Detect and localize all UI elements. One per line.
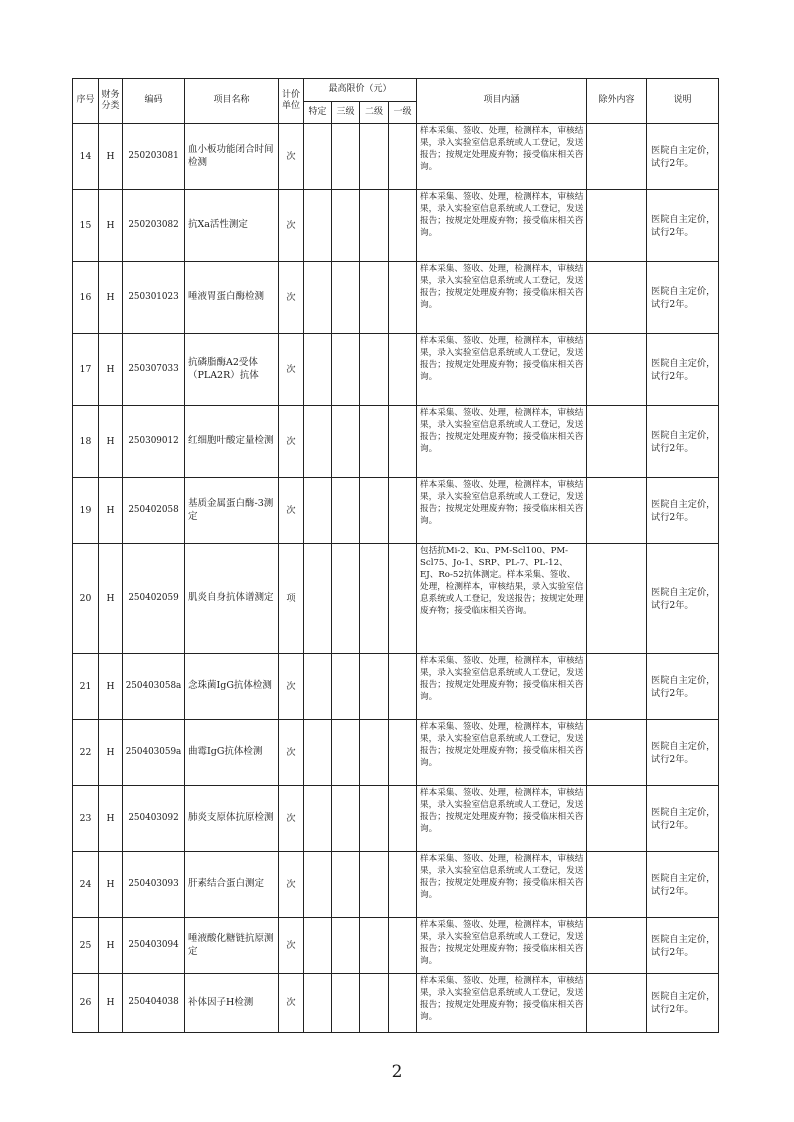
cell-unit: 次 — [279, 262, 304, 334]
cell-code: 250402059 — [123, 544, 185, 654]
cell-name: 肌炎自身抗体谱测定 — [185, 544, 279, 654]
cell-price-level-3 — [332, 852, 360, 918]
cell-price-level-2 — [360, 478, 389, 544]
table-row — [73, 190, 719, 262]
header-excluded: 除外内容 — [587, 79, 647, 124]
cell-code: 250403093 — [123, 852, 185, 918]
cell-code: 250404038 — [123, 974, 185, 1033]
cell-category: H — [99, 478, 123, 544]
cell-excluded — [587, 124, 647, 190]
cell-code: 250309012 — [123, 406, 185, 478]
cell-price-level-1 — [389, 262, 417, 334]
cell-name: 唾液胃蛋白酶检测 — [185, 262, 279, 334]
price-table — [72, 78, 719, 1033]
cell-price-special — [304, 190, 332, 262]
cell-seq: 22 — [73, 720, 99, 786]
table-body — [73, 124, 719, 1033]
table-row — [73, 974, 719, 1033]
cell-price-level-3 — [332, 190, 360, 262]
cell-price-level-1 — [389, 786, 417, 852]
cell-excluded — [587, 544, 647, 654]
cell-seq: 15 — [73, 190, 99, 262]
table-row — [73, 262, 719, 334]
cell-seq: 25 — [73, 918, 99, 974]
cell-price-level-2 — [360, 654, 389, 720]
table-row — [73, 918, 719, 974]
cell-unit: 次 — [279, 654, 304, 720]
cell-price-level-1 — [389, 720, 417, 786]
cell-excluded — [587, 786, 647, 852]
table-row — [73, 124, 719, 190]
cell-name: 血小板功能闭合时间检测 — [185, 124, 279, 190]
header-name: 项目名称 — [185, 79, 279, 124]
header-level-2: 二级 — [360, 102, 389, 124]
cell-price-level-3 — [332, 334, 360, 406]
cell-note: 医院自主定价，试行2年。 — [647, 190, 719, 262]
cell-note: 医院自主定价，试行2年。 — [647, 918, 719, 974]
table-row — [73, 544, 719, 654]
header-level-1: 一级 — [389, 102, 417, 124]
cell-content: 样本采集、签收、处理，检测样本，审核结果，录入实验室信息系统或人工登记，发送报告；按规定处理废弃物；接受临床相关咨询。 — [417, 786, 587, 852]
cell-note: 医院自主定价，试行2年。 — [647, 124, 719, 190]
cell-price-special — [304, 654, 332, 720]
cell-price-level-1 — [389, 124, 417, 190]
cell-unit: 次 — [279, 406, 304, 478]
cell-category: H — [99, 918, 123, 974]
cell-note: 医院自主定价，试行2年。 — [647, 852, 719, 918]
cell-code: 250402058 — [123, 478, 185, 544]
cell-price-special — [304, 262, 332, 334]
cell-unit: 次 — [279, 786, 304, 852]
cell-content: 样本采集、签收、处理，检测样本，审核结果，录入实验室信息系统或人工登记，发送报告；按规定处理废弃物；接受临床相关咨询。 — [417, 190, 587, 262]
cell-price-level-2 — [360, 406, 389, 478]
cell-price-level-3 — [332, 406, 360, 478]
cell-price-level-2 — [360, 974, 389, 1033]
cell-name: 唾液酸化糖链抗原测定 — [185, 918, 279, 974]
cell-content: 样本采集、签收、处理，检测样本，审核结果，录入实验室信息系统或人工登记，发送报告；按规定处理废弃物；接受临床相关咨询。 — [417, 334, 587, 406]
cell-excluded — [587, 918, 647, 974]
cell-code: 250203081 — [123, 124, 185, 190]
cell-price-level-3 — [332, 544, 360, 654]
cell-note: 医院自主定价，试行2年。 — [647, 262, 719, 334]
cell-seq: 23 — [73, 786, 99, 852]
cell-excluded — [587, 334, 647, 406]
cell-price-special — [304, 974, 332, 1033]
table-row — [73, 852, 719, 918]
cell-seq: 14 — [73, 124, 99, 190]
cell-code: 250307033 — [123, 334, 185, 406]
cell-content: 样本采集、签收、处理，检测样本，审核结果，录入实验室信息系统或人工登记，发送报告；按规定处理废弃物；接受临床相关咨询。 — [417, 918, 587, 974]
table-row — [73, 654, 719, 720]
cell-price-level-1 — [389, 478, 417, 544]
cell-category: H — [99, 974, 123, 1033]
header-level-special: 特定 — [304, 102, 332, 124]
cell-seq: 19 — [73, 478, 99, 544]
cell-price-level-3 — [332, 262, 360, 334]
cell-content: 样本采集、签收、处理，检测样本，审核结果，录入实验室信息系统或人工登记，发送报告；按规定处理废弃物；接受临床相关咨询。 — [417, 406, 587, 478]
cell-category: H — [99, 720, 123, 786]
cell-name: 曲霉IgG抗体检测 — [185, 720, 279, 786]
header-note: 说明 — [647, 79, 719, 124]
cell-price-level-1 — [389, 974, 417, 1033]
cell-note: 医院自主定价，试行2年。 — [647, 974, 719, 1033]
cell-code: 250301023 — [123, 262, 185, 334]
cell-unit: 次 — [279, 124, 304, 190]
cell-price-level-1 — [389, 190, 417, 262]
cell-category: H — [99, 544, 123, 654]
cell-note: 医院自主定价，试行2年。 — [647, 544, 719, 654]
cell-unit: 次 — [279, 720, 304, 786]
cell-price-special — [304, 544, 332, 654]
cell-excluded — [587, 852, 647, 918]
header-content: 项目内涵 — [417, 79, 587, 124]
cell-excluded — [587, 720, 647, 786]
cell-price-special — [304, 852, 332, 918]
cell-category: H — [99, 654, 123, 720]
cell-price-special — [304, 720, 332, 786]
cell-excluded — [587, 190, 647, 262]
cell-seq: 16 — [73, 262, 99, 334]
table-header — [73, 79, 719, 124]
cell-price-level-2 — [360, 852, 389, 918]
table-row — [73, 334, 719, 406]
cell-price-special — [304, 124, 332, 190]
cell-code: 250403058a — [123, 654, 185, 720]
cell-unit: 次 — [279, 918, 304, 974]
header-code: 编码 — [123, 79, 185, 124]
cell-price-level-3 — [332, 918, 360, 974]
cell-price-level-2 — [360, 262, 389, 334]
cell-excluded — [587, 654, 647, 720]
cell-price-special — [304, 918, 332, 974]
cell-price-level-2 — [360, 190, 389, 262]
cell-price-level-3 — [332, 786, 360, 852]
cell-note: 医院自主定价，试行2年。 — [647, 406, 719, 478]
cell-excluded — [587, 406, 647, 478]
cell-price-level-1 — [389, 918, 417, 974]
cell-category: H — [99, 334, 123, 406]
table-row — [73, 720, 719, 786]
cell-price-level-2 — [360, 786, 389, 852]
table-row — [73, 406, 719, 478]
cell-code: 250403059a — [123, 720, 185, 786]
cell-unit: 次 — [279, 334, 304, 406]
cell-price-level-2 — [360, 918, 389, 974]
cell-seq: 21 — [73, 654, 99, 720]
cell-price-level-2 — [360, 334, 389, 406]
cell-price-level-2 — [360, 544, 389, 654]
cell-code: 250203082 — [123, 190, 185, 262]
cell-code: 250403092 — [123, 786, 185, 852]
cell-content: 样本采集、签收、处理，检测样本，审核结果，录入实验室信息系统或人工登记，发送报告；按规定处理废弃物；接受临床相关咨询。 — [417, 124, 587, 190]
cell-note: 医院自主定价，试行2年。 — [647, 720, 719, 786]
cell-category: H — [99, 406, 123, 478]
cell-category: H — [99, 262, 123, 334]
cell-unit: 次 — [279, 190, 304, 262]
cell-price-level-3 — [332, 124, 360, 190]
header-max-price: 最高限价（元） — [304, 79, 417, 102]
cell-unit: 次 — [279, 974, 304, 1033]
cell-price-level-1 — [389, 654, 417, 720]
cell-name: 抗Xa活性测定 — [185, 190, 279, 262]
cell-price-level-3 — [332, 974, 360, 1033]
cell-content: 包括抗Mi-2、Ku、PM-Scl100、PM-Scl75、Jo-1、SRP、PL-7、PL-12、EJ、Ro-52抗体测定。样本采集、签收、处理，检测样本，审核结果，录入实验室信息系统或人工登记，发送报告；按规定处理废弃物；接受临床相关咨询。 — [417, 544, 587, 654]
cell-price-level-2 — [360, 124, 389, 190]
cell-price-special — [304, 406, 332, 478]
cell-content: 样本采集、签收、处理，检测样本，审核结果，录入实验室信息系统或人工登记，发送报告；按规定处理废弃物；接受临床相关咨询。 — [417, 720, 587, 786]
cell-excluded — [587, 262, 647, 334]
cell-excluded — [587, 478, 647, 544]
cell-category: H — [99, 786, 123, 852]
cell-content: 样本采集、签收、处理，检测样本，审核结果，录入实验室信息系统或人工登记，发送报告；按规定处理废弃物；接受临床相关咨询。 — [417, 262, 587, 334]
cell-name: 肺炎支原体抗原检测 — [185, 786, 279, 852]
table-row — [73, 478, 719, 544]
cell-name: 念珠菌IgG抗体检测 — [185, 654, 279, 720]
cell-price-special — [304, 786, 332, 852]
cell-content: 样本采集、签收、处理，检测样本，审核结果，录入实验室信息系统或人工登记，发送报告；按规定处理废弃物；接受临床相关咨询。 — [417, 974, 587, 1033]
page-number: 2 — [391, 1062, 403, 1082]
cell-code: 250403094 — [123, 918, 185, 974]
cell-content: 样本采集、签收、处理，检测样本，审核结果，录入实验室信息系统或人工登记，发送报告；按规定处理废弃物；接受临床相关咨询。 — [417, 852, 587, 918]
cell-price-level-2 — [360, 720, 389, 786]
cell-price-special — [304, 478, 332, 544]
header-seq: 序号 — [73, 79, 99, 124]
cell-unit: 项 — [279, 544, 304, 654]
cell-seq: 24 — [73, 852, 99, 918]
header-level-3: 三级 — [332, 102, 360, 124]
cell-name: 补体因子H检测 — [185, 974, 279, 1033]
cell-unit: 次 — [279, 478, 304, 544]
cell-seq: 20 — [73, 544, 99, 654]
cell-price-level-1 — [389, 544, 417, 654]
cell-seq: 18 — [73, 406, 99, 478]
cell-content: 样本采集、签收、处理，检测样本，审核结果，录入实验室信息系统或人工登记，发送报告；按规定处理废弃物；接受临床相关咨询。 — [417, 654, 587, 720]
cell-excluded — [587, 974, 647, 1033]
cell-seq: 26 — [73, 974, 99, 1033]
cell-category: H — [99, 190, 123, 262]
cell-content: 样本采集、签收、处理，检测样本，审核结果，录入实验室信息系统或人工登记，发送报告；按规定处理废弃物；接受临床相关咨询。 — [417, 478, 587, 544]
cell-note: 医院自主定价，试行2年。 — [647, 334, 719, 406]
cell-price-level-3 — [332, 720, 360, 786]
cell-price-level-3 — [332, 478, 360, 544]
header-unit: 计价单位 — [279, 79, 304, 124]
header-category: 财务分类 — [99, 79, 123, 124]
cell-note: 医院自主定价，试行2年。 — [647, 654, 719, 720]
cell-price-level-3 — [332, 654, 360, 720]
cell-name: 红细胞叶酸定量检测 — [185, 406, 279, 478]
cell-unit: 次 — [279, 852, 304, 918]
cell-note: 医院自主定价，试行2年。 — [647, 786, 719, 852]
cell-name: 抗磷脂酶A2受体（PLA2R）抗体 — [185, 334, 279, 406]
cell-name: 基质金属蛋白酶-3测定 — [185, 478, 279, 544]
cell-category: H — [99, 124, 123, 190]
cell-price-special — [304, 334, 332, 406]
cell-seq: 17 — [73, 334, 99, 406]
cell-price-level-1 — [389, 852, 417, 918]
cell-note: 医院自主定价，试行2年。 — [647, 478, 719, 544]
cell-price-level-1 — [389, 406, 417, 478]
cell-name: 肝素结合蛋白测定 — [185, 852, 279, 918]
cell-category: H — [99, 852, 123, 918]
cell-price-level-1 — [389, 334, 417, 406]
table-row — [73, 786, 719, 852]
